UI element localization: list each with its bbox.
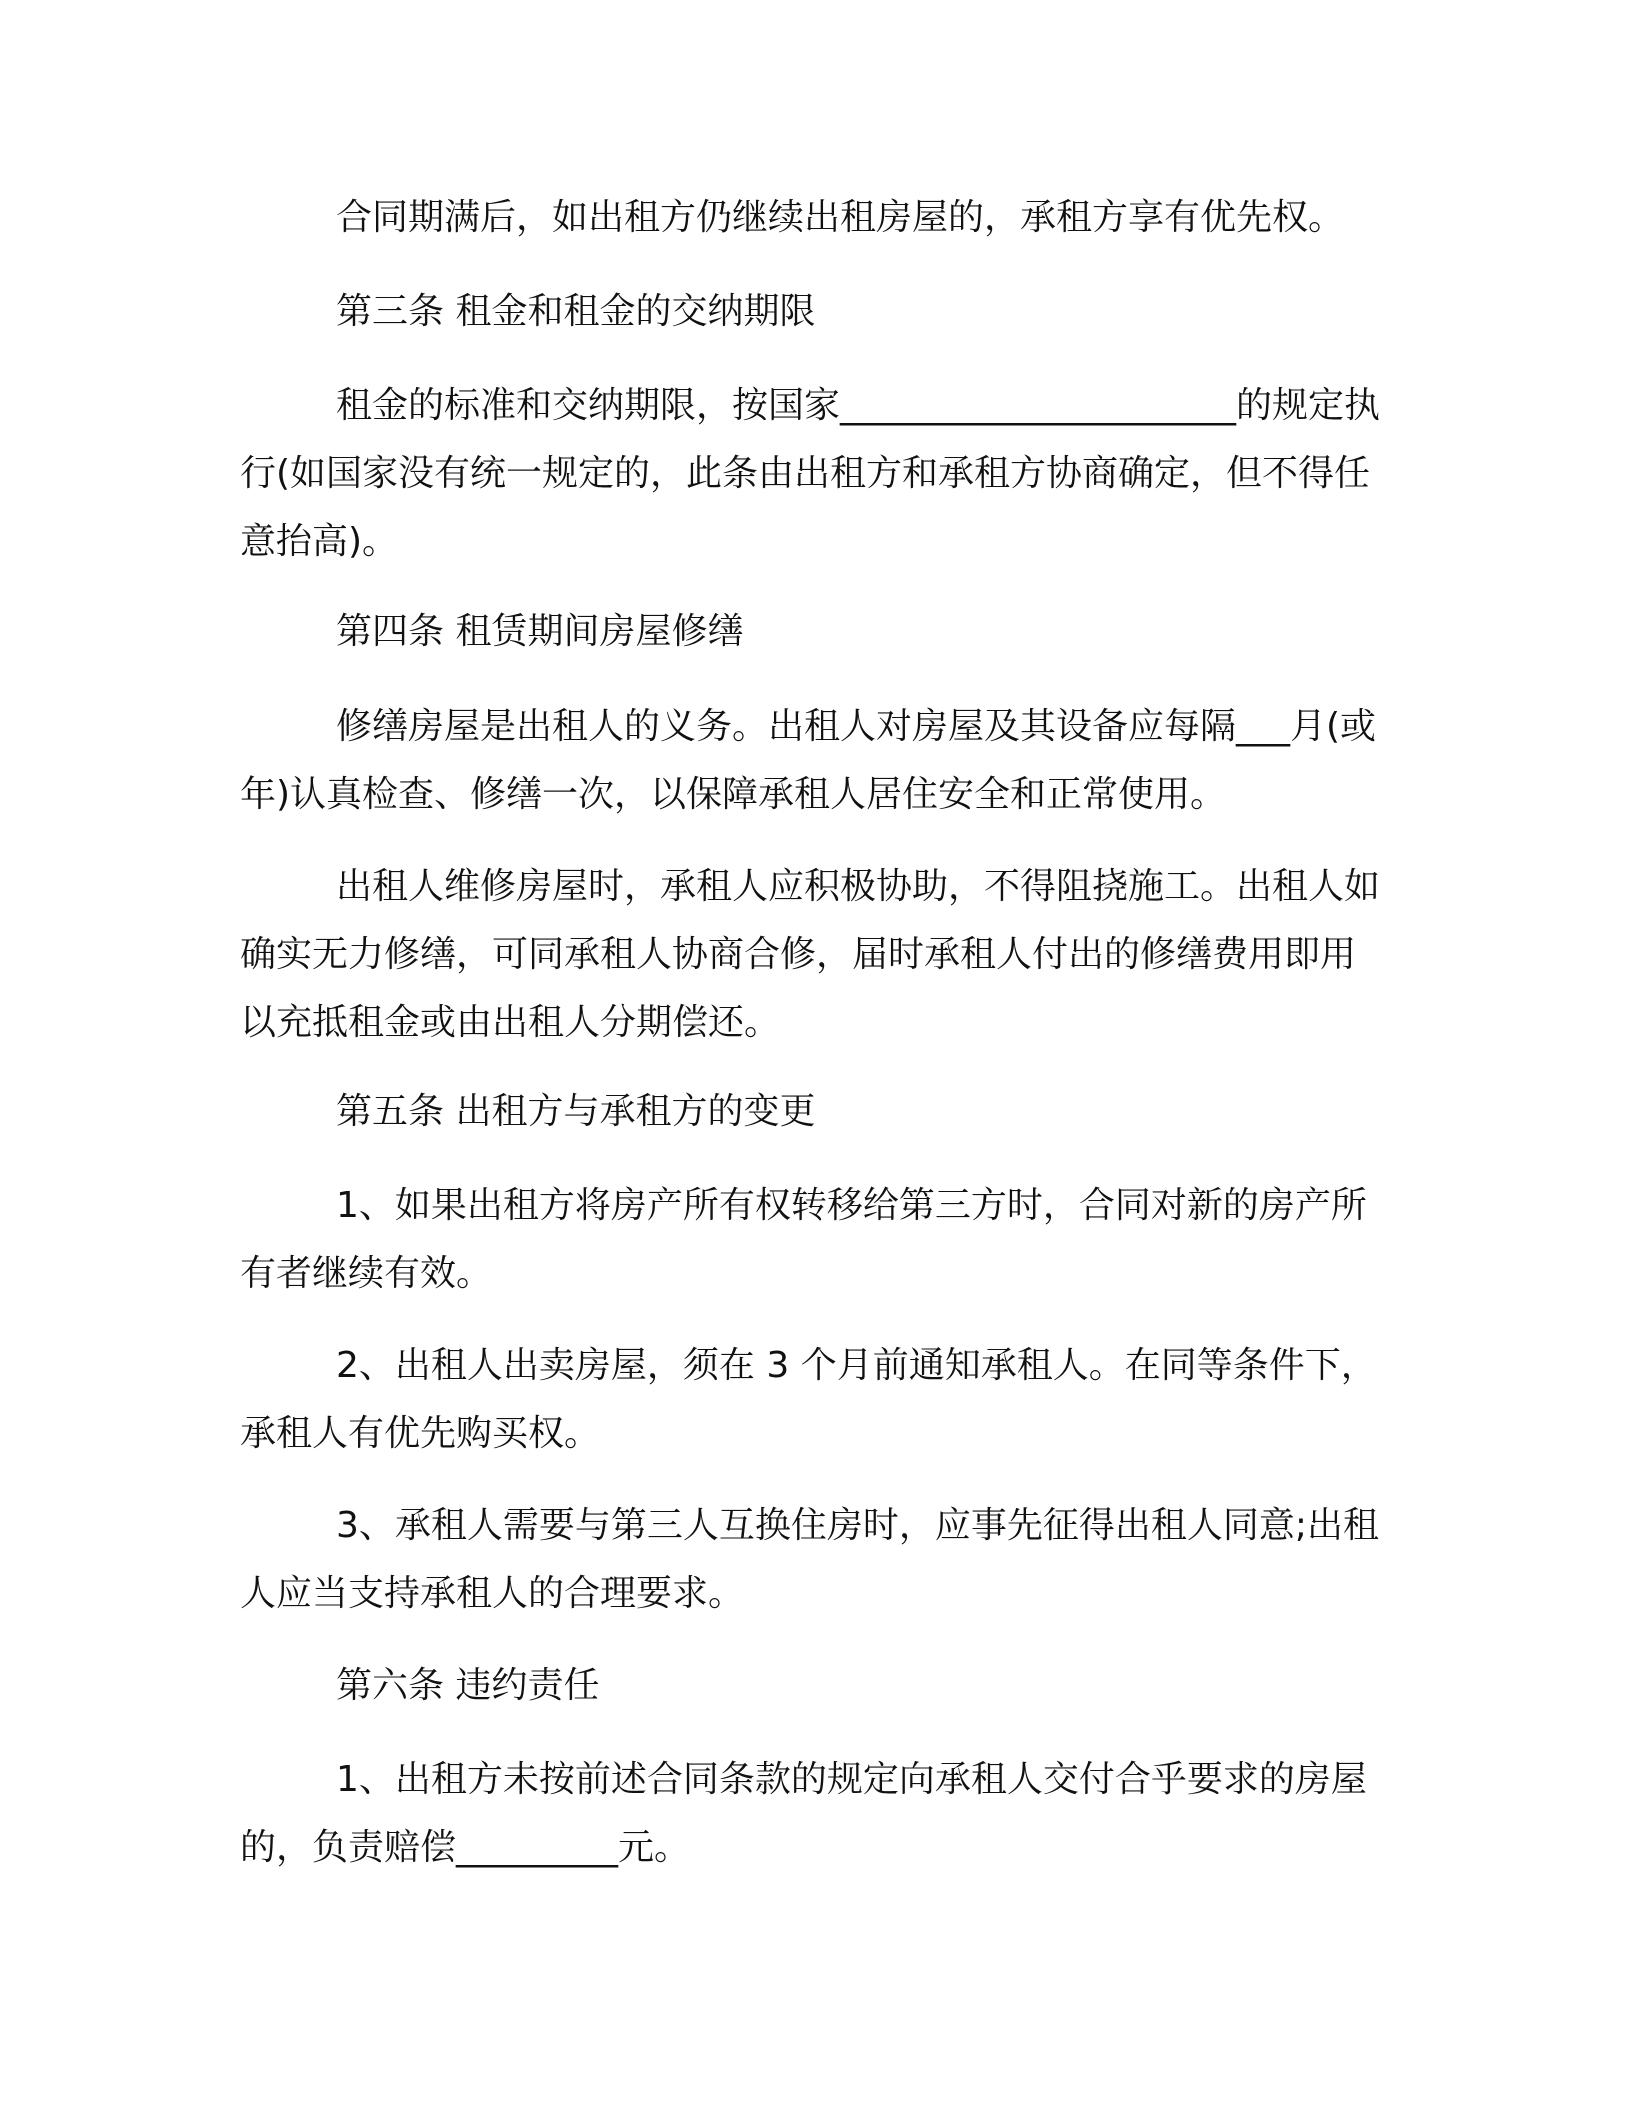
paragraph-breach-compensation: 1、出租方未按前述合同条款的规定向承租人交付合乎要求的房屋的，负责赔偿_________元。 <box>240 1759 1367 1868</box>
paragraph-sale-notice: 2、出租人出卖房屋，须在 3 个月前通知承租人。在同等条件下，承租人有优先购买权。 <box>240 1345 1377 1454</box>
paragraph-rent-standard: 租金的标准和交纳期限，按国家______________________的规定执行(如国家没有统一规定的，此条由出租方和承租方协商确定，但不得任意抬高)。 <box>240 385 1381 562</box>
paragraph-repair-cooperation: 出租人维修房屋时，承租人应积极协助，不得阻挠施工。出租人如确实无力修缮，可同承租人协商合修，届时承租人付出的修缮费用即用以充抵租金或由出租人分期偿还。 <box>240 866 1381 1043</box>
paragraph-housing-exchange: 3、承租人需要与第三人互换住房时，应事先征得出租人同意;出租人应当支持承租人的合理要求。 <box>240 1505 1380 1614</box>
heading-article-6: 第六条 违约责任 <box>336 1665 600 1706</box>
paragraph-ownership-transfer: 1、如果出租方将房产所有权转移给第三方时，合同对新的房产所有者继续有效。 <box>240 1185 1367 1294</box>
heading-article-5: 第五条 出租方与承租方的变更 <box>336 1091 816 1132</box>
paragraph-repair-duty: 修缮房屋是出租人的义务。出租人对房屋及其设备应每隔___月(或年)认真检查、修缮一次，以保障承租人居住安全和正常使用。 <box>240 706 1377 815</box>
paragraph-lease-expiry-priority: 合同期满后，如出租方仍继续出租房屋的，承租方享有优先权。 <box>336 197 1345 238</box>
heading-article-4: 第四条 租赁期间房屋修缮 <box>336 611 744 652</box>
heading-article-3: 第三条 租金和租金的交纳期限 <box>336 291 816 332</box>
